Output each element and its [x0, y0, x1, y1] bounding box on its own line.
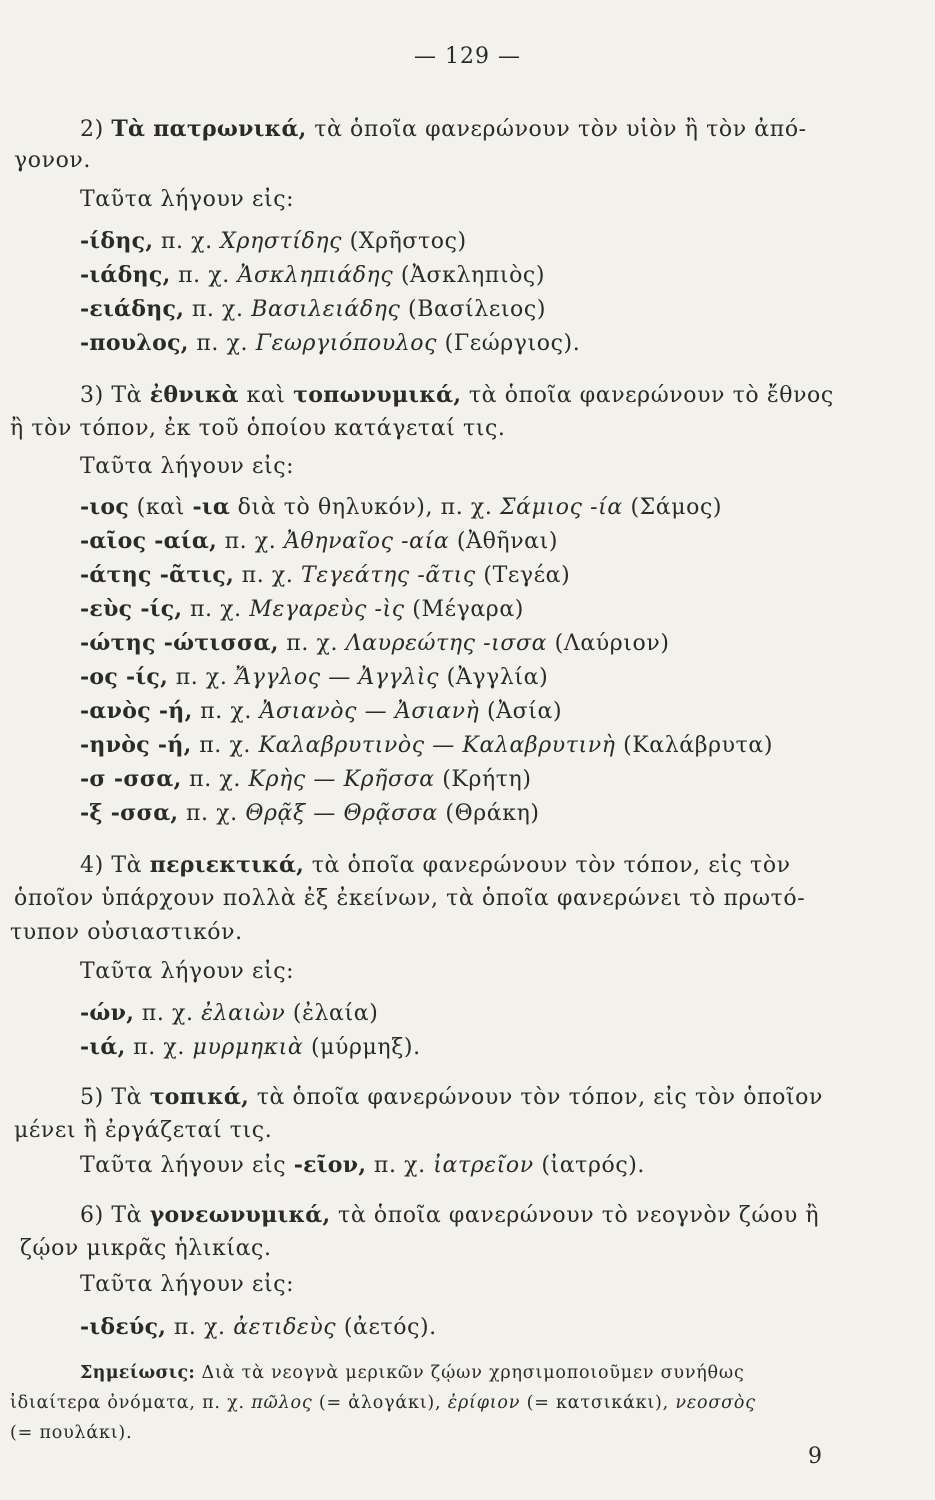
- s5-intro: Ταῦτα λήγουν εἰς -εῖον, π. χ. ἰατρεῖον (ἰατρός).: [80, 1152, 646, 1178]
- s3-heading: 3) Τὰ ἐθνικὰ καὶ τοπωνυμικά, τὰ ὁποῖα φανερώνουν τὸ ἔθνος: [80, 382, 834, 408]
- s4-intro: Ταῦτα λήγουν εἰς:: [80, 959, 295, 984]
- s3-item: -ιος (καὶ -ια διὰ τὸ θηλυκόν), π. χ. Σάμιος -ία (Σάμος): [80, 494, 723, 520]
- s2-item: -ειάδης, π. χ. Βασιλειάδης (Βασίλειος): [80, 296, 546, 322]
- s3-item: -αῖος -αία, π. χ. Ἀθηναῖος -αία (Ἀθῆναι): [80, 528, 559, 554]
- s4-item: -ών, π. χ. ἐλαιὼν (ἐλαία): [80, 1000, 379, 1026]
- s4-item: -ιά, π. χ. μυρμηκιὰ (μύρμηξ).: [80, 1034, 421, 1060]
- note-line: (= πουλάκι).: [10, 1423, 133, 1443]
- s3-item: -ξ -σσα, π. χ. Θρᾷξ — Θρᾷσσα (Θράκη): [80, 800, 540, 826]
- signature-mark: 9: [808, 1444, 822, 1469]
- s5-heading: 5) Τὰ τοπικά, τὰ ὁποῖα φανερώνουν τὸν τόπον, εἰς τὸν ὁποῖον: [80, 1084, 823, 1110]
- s2-heading: 2) Τὰ πατρωνικά, τὰ ὁποῖα φανερώνουν τὸν υἱὸν ἢ τὸν ἀπό-: [80, 116, 807, 142]
- note-line: Σημείωσις: Διὰ τὰ νεογνὰ μερικῶν ζῴων χρησιμοποιοῦμεν συνήθως: [80, 1363, 745, 1383]
- s2-continuation: γονον.: [14, 148, 91, 173]
- s6-item: -ιδεύς, π. χ. ἀετιδεὺς (ἀετός).: [80, 1314, 437, 1340]
- s3-item: -ώτης -ώτισσα, π. χ. Λαυρεώτης -ισσα (Λαύριον): [80, 630, 670, 656]
- s6-continuation: ζῴον μικρᾶς ἡλικίας.: [20, 1236, 272, 1261]
- s2-item: -ίδης, π. χ. Χρηστίδης (Χρῆστος): [80, 228, 467, 254]
- s2-term: Τὰ πατρωνικά,: [111, 116, 307, 142]
- s6-intro: Ταῦτα λήγουν εἰς:: [80, 1272, 295, 1297]
- s3-item: -σ -σσα, π. χ. Κρὴς — Κρῆσσα (Κρήτη): [80, 766, 532, 792]
- s3-item: -ανὸς -ή, π. χ. Ἀσιανὸς — Ἀσιανὴ (Ἀσία): [80, 698, 563, 724]
- page-number: — 129 —: [414, 44, 521, 69]
- s3-item: -άτης -ᾶτις, π. χ. Τεγεάτης -ᾶτις (Τεγέα): [80, 562, 571, 588]
- s5-continuation: μένει ἢ ἐργάζεταί τις.: [14, 1118, 273, 1143]
- note-line: ἰδιαίτερα ὀνόματα, π. χ. πῶλος (= ἀλογάκι), ἐρίφιον (= κατσικάκι), νεοσσὸς: [10, 1393, 756, 1413]
- s3-item: -εὺς -ίς, π. χ. Μεγαρεὺς -ὶς (Μέγαρα): [80, 596, 524, 622]
- s3-intro: Ταῦτα λήγουν εἰς:: [80, 454, 295, 479]
- s2-item: -ιάδης, π. χ. Ἀσκληπιάδης (Ἀσκληπιὸς): [80, 262, 546, 288]
- s4-continuation: ὁποῖον ὑπάρχουν πολλὰ ἐξ ἐκείνων, τὰ ὁποῖα φανερώνει τὸ πρωτό-: [14, 886, 806, 911]
- s3-item: -ηνὸς -ή, π. χ. Καλαβρυτινὸς — Καλαβρυτινὴ (Καλάβρυτα): [80, 732, 774, 758]
- s4-heading: 4) Τὰ περιεκτικά, τὰ ὁποῖα φανερώνουν τὸν τόπον, εἰς τὸν: [80, 852, 791, 878]
- s3-item: -ος -ίς, π. χ. Ἄγγλος — Ἀγγλὶς (Ἀγγλία): [80, 664, 549, 690]
- s6-heading: 6) Τὰ γονεωνυμικά, τὰ ὁποῖα φανερώνουν τὸ νεογνὸν ζώου ἢ: [80, 1202, 820, 1228]
- note-label: Σημείωσις:: [80, 1363, 196, 1383]
- s2-intro: Ταῦτα λήγουν εἰς:: [80, 187, 295, 212]
- s3-continuation: ἢ τὸν τόπον, ἐκ τοῦ ὁποίου κατάγεταί τις.: [10, 416, 506, 441]
- s4-continuation: τυπον οὐσιαστικόν.: [10, 920, 243, 945]
- s2-item: -πουλος, π. χ. Γεωργιόπουλος (Γεώργιος).: [80, 330, 581, 356]
